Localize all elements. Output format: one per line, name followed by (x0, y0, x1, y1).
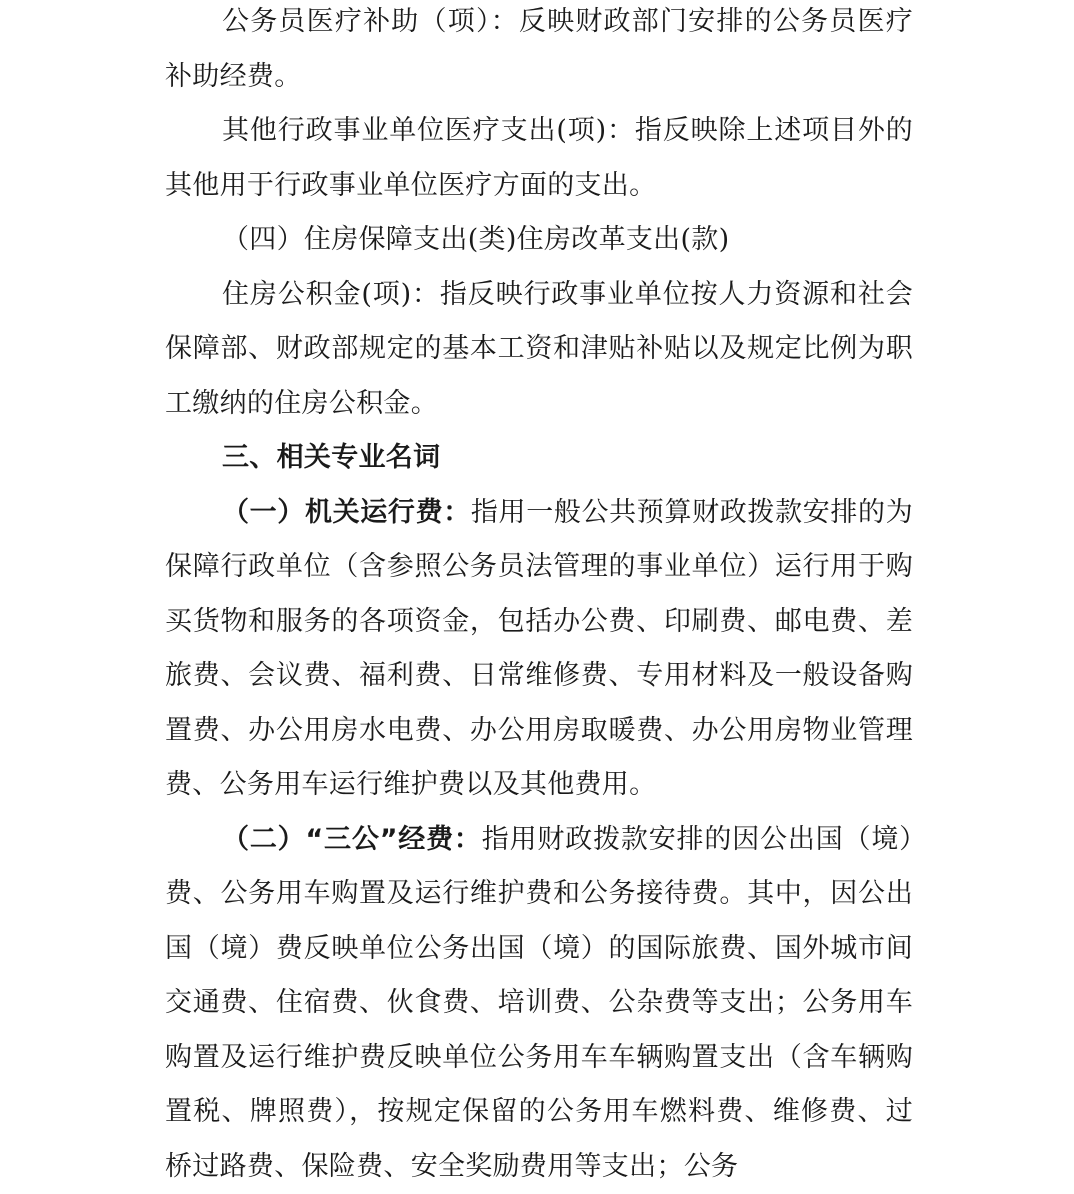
subheading-housing-security: （四）住房保障支出(类)住房改革支出(款) (165, 213, 913, 268)
paragraph-three-public-expenses (165, 813, 913, 1194)
term-three-public-expenses: （二）“三公”经费： (222, 824, 482, 855)
section-three-heading: 三、相关专业名词 (165, 431, 913, 486)
definition-office-operating-expenses: 指用一般公共预算财政拨款安排的为保障行政单位（含参照公务员法管理的事业单位）运行用于购买货物和服务的各项资金，包括办公费、印刷费、邮电费、差旅费、会议费、福利费、日常维修费、专用材料及一般设备购置费、办公用房水电费、办公用房取暖费、办公用房物业管理费、公务用车运行维护费以及其他费用。 (165, 497, 913, 801)
paragraph-other-medical-expenditure: 其他行政事业单位医疗支出(项)：指反映除上述项目外的其他用于行政事业单位医疗方面的支出。 (165, 104, 913, 213)
paragraph-civil-servant-medical-subsidy: 公务员医疗补助（项）：反映财政部门安排的公务员医疗补助经费。 (165, 0, 913, 104)
definition-three-public-expenses: 指用财政拨款安排的因公出国（境）费、公务用车购置及运行维护费和公务接待费。其中，因公出国（境）费反映单位公务出国（境）的国际旅费、国外城市间交通费、住宿费、伙食费、培训费、公杂费等支出；公务用车购置及运行维护费反映单位公务用车车辆购置支出（含车辆购置税、牌照费），按规定保留的公务用车燃料费、维修费、过桥过路费、保险费、安全奖励费用等支出；公务 (165, 824, 913, 1182)
document-page (165, 0, 913, 1194)
paragraph-office-operating-expenses (165, 486, 913, 813)
term-office-operating-expenses: （一）机关运行费： (222, 497, 471, 528)
paragraph-housing-provident-fund: 住房公积金(项)：指反映行政事业单位按人力资源和社会保障部、财政部规定的基本工资和津贴补贴以及规定比例为职工缴纳的住房公积金。 (165, 268, 913, 432)
